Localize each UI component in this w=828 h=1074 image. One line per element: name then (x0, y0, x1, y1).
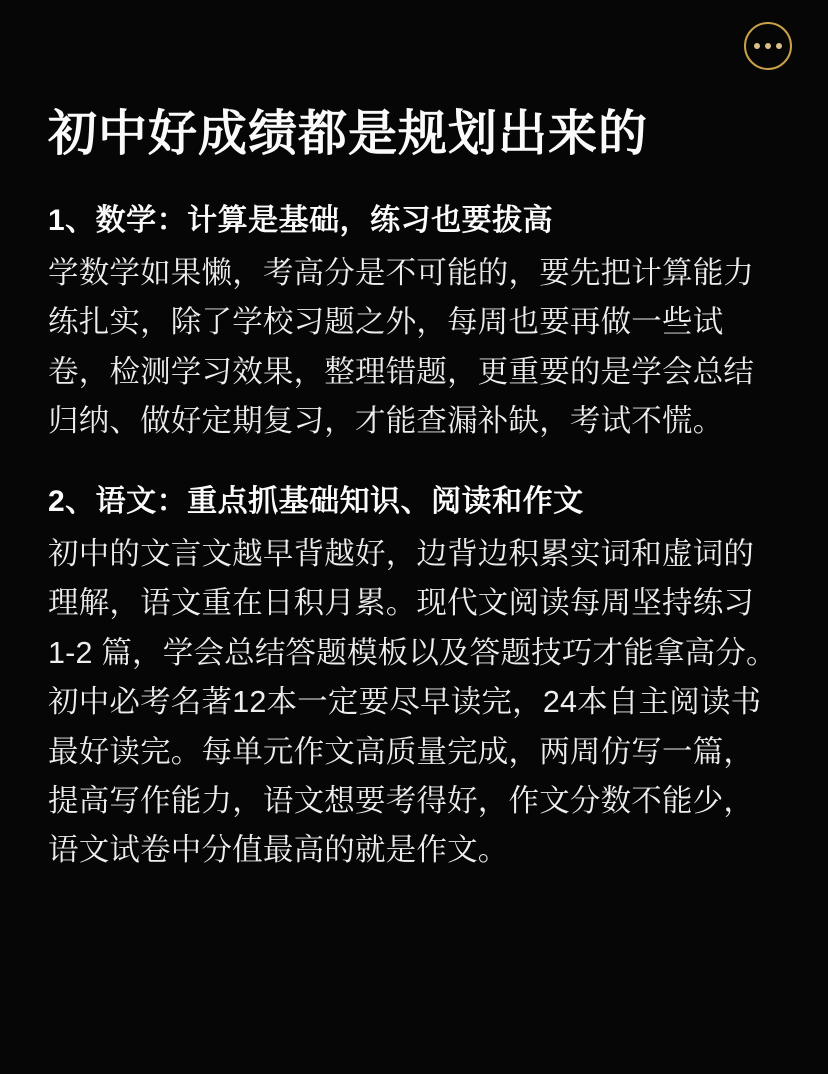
ellipsis-icon-dot-3 (776, 43, 782, 49)
section-paragraph: 初中的文言文越早背越好，边背边积累实词和虚词的理解，语文重在日积月累。现代文阅读每周坚持练习 1-2 篇，学会总结答题模板以及答题技巧才能拿高分。 (48, 536, 777, 670)
page-title: 初中好成绩都是规划出来的 (48, 107, 649, 161)
article-section-2 (48, 480, 780, 875)
ellipsis-icon-dot-2 (765, 43, 771, 49)
ellipsis-icon-dot-1 (754, 43, 760, 49)
more-options-button[interactable] (744, 22, 792, 70)
section-paragraph: 初中必考名著12本一定要尽早读完，24本自主阅读书最好读完。每单元作文高质量完成，两周仿写一篇，提高写作能力，语文想要考得好，作文分数不能少，语文试卷中分值最高的就是作文。 (48, 685, 762, 868)
section-heading: 1、数学：计算是基础，练习也要拔高 (48, 204, 554, 238)
section-heading: 2、语文：重点抓基础知识、阅读和作文 (48, 485, 584, 519)
article-section-1 (48, 199, 780, 446)
section-paragraph: 学数学如果懒，考高分是不可能的，要先把计算能力练扎实，除了学校习题之外，每周也要再做一些试卷，检测学习效果，整理错题，更重要的是学会总结归纳、做好定期复习，才能查漏补缺，考试不慌。 (48, 255, 755, 438)
